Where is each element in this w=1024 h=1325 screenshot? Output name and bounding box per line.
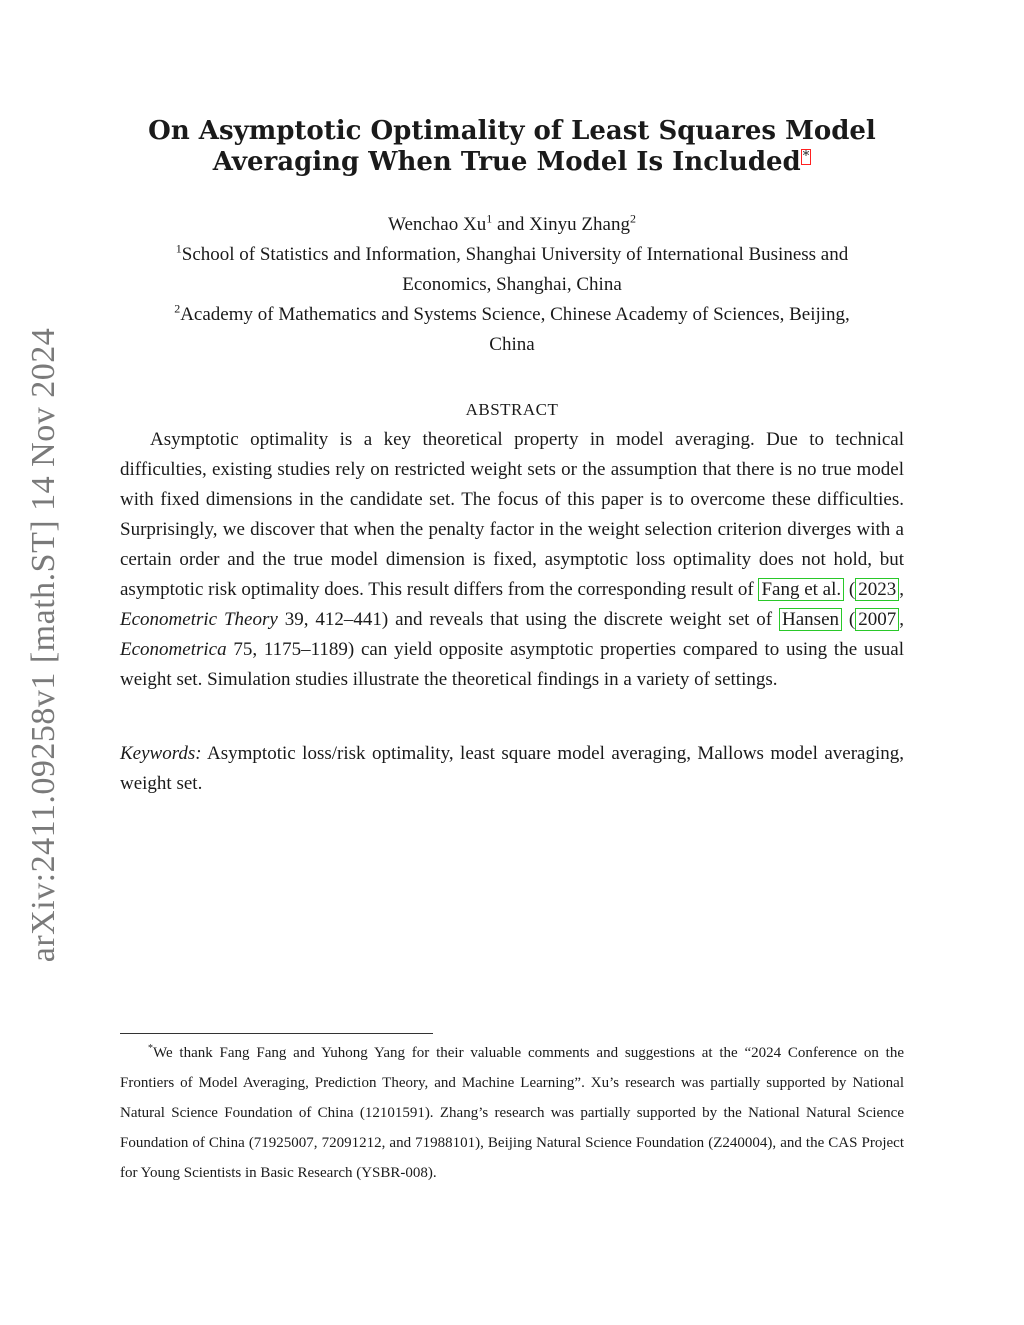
footnote-divider	[120, 1033, 433, 1034]
affiliation-1-text-1: School of Statistics and Information, Shanghai University of International Business and	[181, 244, 849, 265]
affiliation-1-line-2: Economics, Shanghai, China	[402, 274, 622, 295]
author-names	[120, 210, 904, 240]
title-footnote-link[interactable]: *	[802, 149, 810, 165]
citation-fang-open: (	[844, 579, 856, 600]
title-line-2	[120, 147, 904, 178]
arxiv-identifier-stamp: arXiv:2411.09258v1 [math.ST] 14 Nov 2024	[25, 327, 62, 963]
keywords	[120, 739, 904, 799]
citation-hansen-sep: ,	[899, 609, 904, 630]
footnote-mark: *	[148, 1043, 153, 1054]
affiliation-2-line-1	[120, 300, 904, 330]
author-2-name: Xinyu Zhang	[529, 214, 630, 235]
author-1-name: Wenchao Xu	[388, 214, 487, 235]
author-block	[120, 210, 904, 360]
title-line-2-text: Averaging When True Model Is Included	[212, 147, 801, 177]
citation-fang-year-link[interactable]: 2023	[855, 578, 899, 601]
abstract-text-1: Asymptotic optimality is a key theoretical property in model averaging. Due to technical difficulties, existing studies rely on restricted weight sets or the assumption that there is no true model with fixed dimensions in the candidate set. The focus of this paper is to overcome these difficulties. Surprisingly, we discover that when the penalty factor in the weight selection criterion diverges with a certain order and the true model dimension is fixed, asymptotic loss optimality does not hold, but asymptotic risk optimality does. This result differs from the corresponding result of	[120, 429, 904, 600]
affiliation-2-line-2: China	[489, 334, 535, 355]
citation-hansen-journal: Econometrica	[120, 639, 227, 660]
keywords-label: Keywords:	[120, 743, 202, 764]
author-1-affiliation-mark: 1	[486, 211, 493, 226]
paper-title	[120, 116, 904, 178]
abstract-text-3: 75, 1175–1189) can yield opposite asymptotic properties compared to using the usual weight set. Simulation studies illustrate the theoretical findings in a variety of settings.	[120, 639, 904, 690]
citation-fang-journal: Econometric Theory	[120, 609, 278, 630]
citation-hansen-author-link[interactable]: Hansen	[779, 608, 842, 631]
abstract-heading: ABSTRACT	[465, 400, 559, 419]
abstract-body	[120, 425, 904, 695]
footnote-text: We thank Fang Fang and Yuhong Yang for their valuable comments and suggestions at the “2024 Conference on the Frontiers of Model Averaging, Prediction Theory, and Machine Learning”. Xu’s research was partially supported by National Natural Science Foundation of China (12101591). Zhang’s research was partially supported by the National Natural Science Foundation of China (71925007, 72091212, and 71988101), Beijing Natural Science Foundation (Z240004), and the CAS Project for Young Scientists in Basic Research (YSBR-008).	[120, 1045, 904, 1181]
affiliation-1-mark: 1	[175, 241, 182, 256]
title-line-1: On Asymptotic Optimality of Least Squares Model	[148, 116, 876, 146]
affiliation-2-text-1: Academy of Mathematics and Systems Science, Chinese Academy of Sciences, Beijing,	[180, 304, 850, 325]
affiliation-1-line-1	[120, 240, 904, 270]
author-conjunction: and	[492, 214, 530, 235]
citation-fang-sep: ,	[899, 579, 904, 600]
keywords-text: Asymptotic loss/risk optimality, least square model averaging, Mallows model averaging, weight set.	[120, 743, 904, 794]
citation-hansen-open: (	[842, 609, 856, 630]
citation-hansen-year-link[interactable]: 2007	[855, 608, 899, 631]
footnote	[120, 1038, 904, 1188]
citation-fang-author-link[interactable]: Fang et al.	[758, 578, 844, 601]
author-2-affiliation-mark: 2	[629, 211, 636, 226]
abstract-text-2: 39, 412–441) and reveals that using the discrete weight set of	[277, 609, 780, 630]
affiliation-2-mark: 2	[174, 301, 181, 316]
